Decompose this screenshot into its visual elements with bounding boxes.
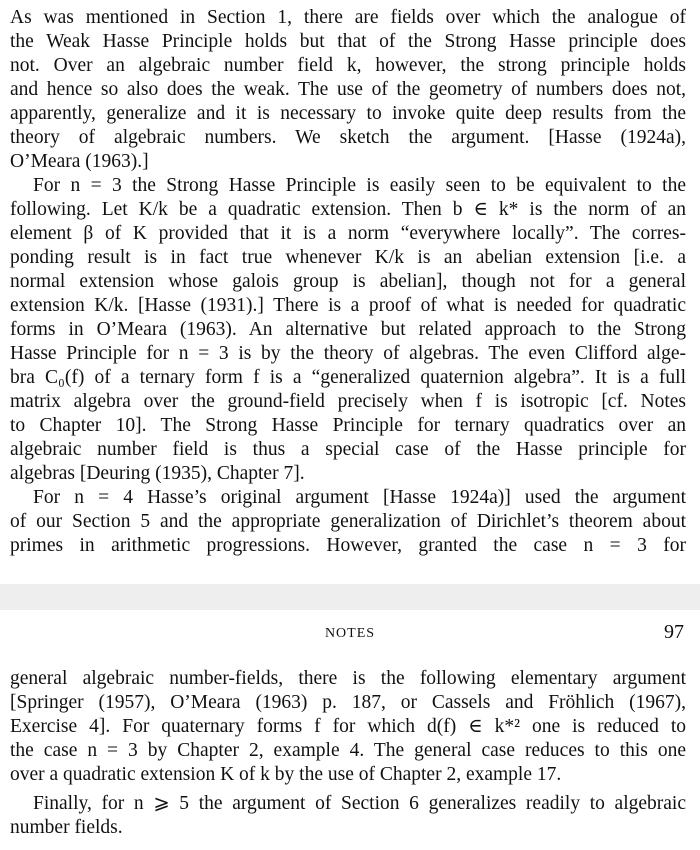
text-line: ponding result is in fact true whenever K/k is an abelian extension [i.e. a — [10, 247, 686, 268]
text-line: normal extension whose galois group is abelian], though not for a general — [10, 271, 686, 292]
text-line: algebraic number field is thus a special case of the Hasse principle for — [10, 439, 686, 460]
page-number: 97 — [664, 621, 684, 643]
text-line: following. Let K/k be a quadratic extension. Then b ∈ k* is the norm of an — [10, 199, 686, 220]
text-line: number fields. — [10, 817, 123, 838]
text-line: extension K/k. [Hasse (1931).] There is a proof of what is needed for quadratic — [10, 295, 686, 316]
text-line: matrix algebra over the ground-field precisely when f is isotropic [cf. Notes — [10, 391, 686, 412]
text-line: not. Over an algebraic number field k, however, the strong principle holds — [10, 55, 686, 76]
text-line: forms in O’Meara (1963). An alternative but related approach to the Strong — [10, 319, 686, 340]
text-line: and hence so also does the weak. The use of the geometry of numbers does not, — [10, 79, 686, 100]
text-line: [Springer (1957), O’Meara (1963) p. 187, or Cassels and Fröhlich (1967), — [10, 692, 686, 713]
text-line: the Weak Hasse Principle holds but that of the Strong Hasse principle does — [10, 31, 686, 52]
text-line: algebras [Deuring (1935), Chapter 7]. — [10, 463, 305, 484]
text-line: of our Section 5 and the appropriate generalization of Dirichlet’s theorem about — [10, 511, 686, 532]
text-line: to Chapter 10]. The Strong Hasse Principle for ternary quadratics over an — [10, 415, 686, 436]
text-line: primes in arithmetic progressions. However, granted the case n = 3 for — [10, 535, 686, 556]
page-separator — [0, 584, 700, 610]
text-line: As was mentioned in Section 1, there are fields over which the analogue of — [10, 7, 686, 28]
running-head: NOTES — [324, 626, 376, 641]
text-line: Exercise 4]. For quaternary forms f for which d(f) ∈ k*² one is reduced to — [10, 716, 686, 737]
paragraph-first-line: For n = 4 Hasse’s original argument [Hasse 1924a)] used the argument — [33, 487, 686, 508]
text-line: O’Meara (1963).] — [10, 151, 149, 172]
text-line: apparently, generalize and it is necessary to invoke quite deep results from the — [10, 103, 686, 124]
paragraph-first-line: For n = 3 the Strong Hasse Principle is easily seen to be equivalent to the — [33, 175, 686, 196]
text-line: over a quadratic extension K of k by the use of Chapter 2, example 17. — [10, 764, 562, 785]
text-line: element β of K provided that it is a norm “everywhere locally”. The corres- — [10, 223, 686, 244]
text-line: Hasse Principle for n = 3 is by the theory of algebras. The even Clifford alge- — [10, 343, 686, 364]
text-line: theory of algebraic numbers. We sketch the argument. [Hasse (1924a), — [10, 127, 686, 148]
text-line: bra C₀(f) of a ternary form f is a “generalized quaternion algebra”. It is a full — [10, 367, 686, 388]
paragraph-first-line: Finally, for n ⩾ 5 the argument of Section 6 generalizes readily to algebraic — [33, 793, 686, 814]
text-line: general algebraic number-fields, there is the following elementary argument — [10, 668, 686, 689]
text-line: the case n = 3 by Chapter 2, example 4. The general case reduces to this one — [10, 740, 686, 761]
